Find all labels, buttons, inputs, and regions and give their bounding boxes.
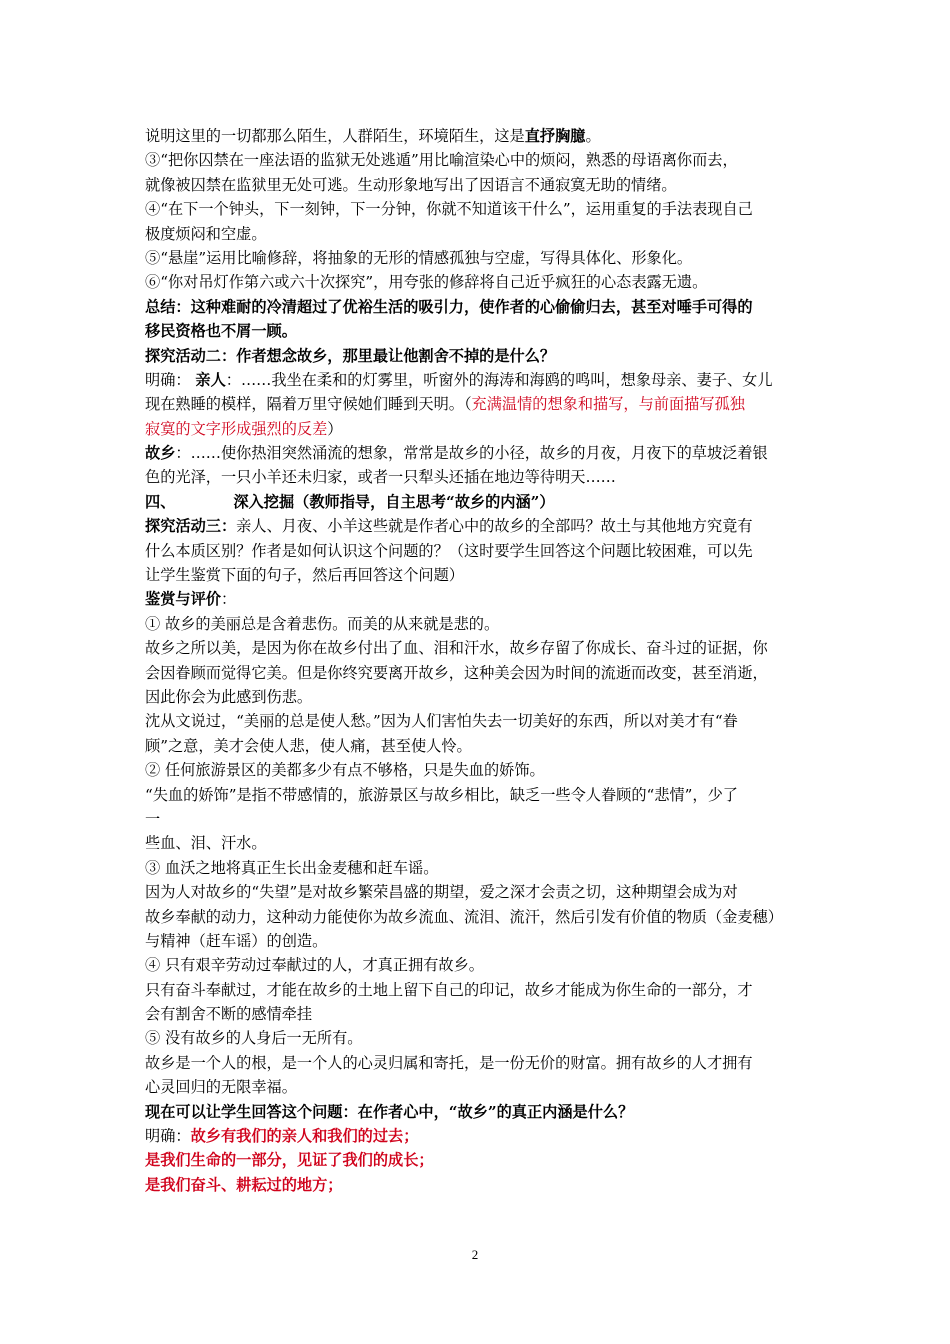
text-segment: 些血、泪、汗水。 [145, 834, 267, 853]
text-line [145, 831, 810, 855]
text-segment: ④ 只有艰辛劳动过奉献过的人，才真正拥有故乡。 [145, 956, 484, 975]
text-line [145, 953, 810, 977]
text-segment: 故乡是一个人的根，是一个人的心灵归属和寄托，是一份无价的财富。拥有故乡的人才拥有 [145, 1053, 753, 1072]
document-body [145, 124, 810, 1197]
text-segment: 故乡之所以美，是因为你在故乡付出了血、泪和汗水，故乡存留了你成长、奋斗过的证据，你 [145, 639, 768, 658]
text-segment: 鉴赏与评价 [145, 590, 221, 609]
text-segment: ③“把你囚禁在一座法语的监狱无处逃遁”用比喻渲染心中的烦闷，熟悉的母语离你而去， [145, 151, 738, 170]
text-segment: 深入挖掘（教师指导，自主思考“故乡的内涵”） [233, 492, 555, 511]
text-segment: ② 任何旅游景区的美都多少有点不够格，只是失血的娇饰。 [145, 761, 545, 780]
text-line [145, 270, 810, 294]
text-line [145, 197, 810, 221]
text-segment: 说明这里的一切都那么陌生，人群陌生，环境陌生，这是 [145, 127, 525, 145]
text-line [145, 929, 810, 953]
text-line [145, 344, 810, 368]
text-segment: 心灵回归的无限幸福。 [145, 1078, 297, 1097]
text-segment: 寂寞的文字形成强烈的反差 [145, 419, 328, 438]
text-segment: 让学生鉴赏下面的句子，然后再回答这个问题） [145, 566, 464, 585]
text-segment: ① 故乡的美丽总是含着悲伤。而美的从来就是悲的。 [145, 614, 500, 633]
text-segment: 直抒胸臆 [524, 127, 586, 145]
text-segment: 沈从文说过，“美丽的总是使人愁。”因为人们害怕失去一切美好的东西，所以对美才有“眷 [145, 712, 738, 731]
text-line [145, 685, 810, 709]
text-segment: 亲人 [195, 370, 226, 389]
text-line [145, 807, 810, 831]
text-line [145, 148, 810, 172]
text-line [145, 1051, 810, 1075]
text-line [145, 465, 810, 489]
text-segment: 充满温情的想象和描写，与前面描写孤独 [471, 395, 745, 414]
page-number: 2 [471, 1247, 479, 1262]
text-segment: ：……我坐在柔和的灯雾里，听窗外的海涛和海鸥的鸣叫，想象母亲、妻子、女儿 [225, 370, 773, 389]
text-segment: 只有奋斗奉献过，才能在故乡的土地上留下自己的印记，故乡才能成为你生命的一部分，才 [145, 980, 753, 999]
text-line [145, 392, 810, 416]
text-segment: 移民资格也不屑一顾。 [145, 322, 297, 341]
text-segment: 因为人对故乡的“失望”是对故乡繁荣昌盛的期望，爱之深才会责之切，这种期望会成为对 [145, 883, 738, 902]
text-segment: 四、 [145, 492, 176, 511]
text-line [145, 246, 810, 270]
text-line [145, 1173, 810, 1197]
text-segment: 因此你会为此感到伤悲。 [145, 687, 313, 706]
text-segment: ） [327, 419, 343, 438]
text-line [145, 709, 810, 733]
text-line [145, 368, 810, 392]
text-segment: ⑤“悬崖”运用比喻修辞，将抽象的无形的情感孤独与空虚，写得具体化、形象化。 [145, 248, 693, 267]
text-segment: 现在熟睡的模样，隔着万里守候她们睡到天明。（ [145, 395, 472, 414]
text-line [145, 514, 810, 538]
text-segment: 与精神（赶车谣）的创造。 [145, 931, 328, 950]
text-line [145, 783, 810, 807]
text-line [145, 1124, 810, 1148]
text-segment: 故乡有我们的亲人和我们的过去； [190, 1127, 419, 1146]
text-segment: 一 [145, 809, 161, 828]
text-segment: 会有割舍不断的感情牵挂 [145, 1005, 313, 1024]
text-line [145, 319, 810, 343]
text-segment: 什么本质区别？作者是如何认识这个问题的？（这时要学生回答这个问题比较困难，可以先 [145, 541, 753, 560]
text-segment: 现在可以让学生回答这个问题：在作者心中，“故乡”的真正内涵是什么？ [145, 1102, 634, 1121]
text-segment: ④“在下一个钟头，下一刻钟，下一分钟，你就不知道该干什么”，运用重复的手法表现自己 [145, 200, 753, 219]
text-segment: 故乡奉献的动力，这种动力能使你为故乡流血、流泪、流汗，然后引发有价值的物质（金麦穗） [145, 907, 783, 926]
text-segment: 亲人、月夜、小羊这些就是作者心中的故乡的全部吗？故土与其他地方究竟有 [236, 517, 753, 536]
text-segment: 总结：这种难耐的冷清超过了优裕生活的吸引力，使作者的心偷偷归去，甚至对唾手可得的 [145, 297, 753, 316]
text-segment: 。 [585, 127, 601, 145]
text-line [145, 905, 810, 929]
text-segment: 明确： [145, 370, 196, 389]
text-line [145, 441, 810, 465]
text-segment: ③ 血沃之地将真正生长出金麦穗和赶车谣。 [145, 858, 439, 877]
text-segment: 是我们奋斗、耕耘过的地方； [145, 1175, 343, 1194]
text-line [145, 978, 810, 1002]
text-segment: 探究活动三： [145, 517, 237, 536]
text-segment: ⑥“你对吊灯作第六或六十次探究”，用夸张的修辞将自己近乎疯狂的心态表露无遗。 [145, 273, 708, 292]
text-segment: 明确： [145, 1127, 191, 1146]
text-line [145, 612, 810, 636]
text-segment: “失血的娇饰”是指不带感情的，旅游景区与故乡相比，缺乏一些令人眷顾的“悲情”，少了 [145, 785, 738, 804]
text-line [145, 661, 810, 685]
text-segment: 色的光泽，一只小羊还未归家，或者一只犁头还插在地边等待明天…… [145, 468, 616, 487]
text-segment: 极度烦闷和空虚。 [145, 224, 267, 243]
text-line [145, 1002, 810, 1026]
text-line [145, 563, 810, 587]
text-segment: ：……使你热泪突然涌流的想象，常常是故乡的小径，故乡的月夜，月夜下的草坡泛着银 [175, 444, 768, 463]
text-segment: 顾”之意，美才会使人悲，使人痛，甚至使人怜。 [145, 736, 472, 755]
text-segment: ⑤ 没有故乡的人身后一无所有。 [145, 1029, 363, 1048]
text-line [145, 124, 810, 148]
text-line [145, 417, 810, 441]
text-segment: 是我们生命的一部分，见证了我们的成长； [145, 1151, 434, 1170]
text-line [145, 587, 810, 611]
text-line [145, 173, 810, 197]
text-line [145, 758, 810, 782]
text-segment: 就像被囚禁在监狱里无处可逃。生动形象地写出了因语言不通寂寞无助的情绪。 [145, 175, 677, 194]
text-line [145, 636, 810, 660]
text-line [145, 856, 810, 880]
text-line [145, 1148, 810, 1172]
text-line [145, 1026, 810, 1050]
text-line [145, 734, 810, 758]
text-segment: 故乡 [145, 444, 176, 463]
text-segment: ： [220, 590, 237, 609]
text-line [145, 880, 810, 904]
text-segment: 会因眷顾而觉得它美。但是你终究要离开故乡，这种美会因为时间的流逝而改变，甚至消逝， [145, 663, 768, 682]
text-line [145, 490, 810, 514]
text-line [145, 295, 810, 319]
text-line [145, 539, 810, 563]
text-line [145, 1100, 810, 1124]
text-segment: 探究活动二：作者想念故乡，那里最让他割舍不掉的是什么？ [145, 346, 556, 365]
text-line [145, 222, 810, 246]
text-line [145, 1075, 810, 1099]
